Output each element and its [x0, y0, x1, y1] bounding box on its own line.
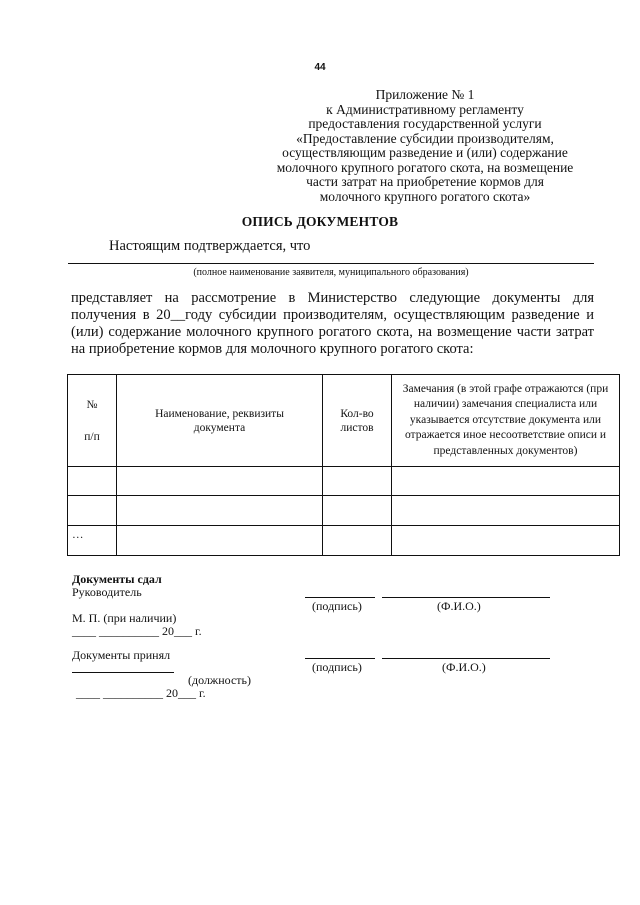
header-sheet-count: Кол-во листов — [323, 375, 392, 467]
fio-line — [382, 658, 550, 659]
table-cell — [392, 467, 620, 496]
page-number: 44 — [314, 62, 326, 73]
confirm-text: Настоящим подтверждается, что — [109, 238, 311, 254]
table-cell — [323, 467, 392, 496]
table-cell — [392, 496, 620, 526]
signature-label: (подпись) — [312, 599, 362, 613]
table-row — [68, 467, 620, 496]
table-cell — [117, 496, 323, 526]
table-cell — [323, 496, 392, 526]
appendix-line: к Административному регламенту — [326, 101, 524, 117]
header-number-bottom: п/п — [84, 430, 100, 443]
header-remarks: Замечания (в этой графе отражаются (при наличии) замечания специалиста или указывается отсутствие документа или отражается иное несоответствие описи и представленных документов) — [392, 375, 620, 467]
date-line: ____ __________ 20___ г. — [72, 624, 202, 638]
position-line — [72, 672, 174, 673]
header-number — [68, 375, 117, 467]
fio-line — [382, 597, 550, 598]
appendix-line: предоставления государственной услуги — [308, 116, 542, 131]
fio-label: (Ф.И.О.) — [442, 660, 486, 674]
appendix-header — [245, 88, 605, 204]
table-cell — [323, 526, 392, 556]
table-header-row — [68, 375, 620, 467]
applicant-name-line — [68, 263, 594, 264]
header-document-name: Наименование, реквизиты документа — [117, 375, 323, 467]
stamp-label: М. П. (при наличии) — [72, 611, 177, 625]
table-cell: … — [68, 526, 117, 556]
position-label: (должность) — [188, 673, 251, 687]
header-number-top: № — [86, 398, 98, 411]
table-cell — [392, 526, 620, 556]
handed-role: Руководитель — [72, 585, 142, 599]
fio-label: (Ф.И.О.) — [437, 599, 481, 613]
date-line: ____ __________ 20___ г. — [76, 686, 206, 700]
appendix-line: Приложение № 1 — [375, 87, 475, 102]
received-title: Документы принял — [72, 648, 171, 662]
appendix-line: молочного крупного рогатого скота» — [319, 188, 531, 204]
handed-title: Документы сдал — [72, 572, 162, 586]
table-cell — [68, 496, 117, 526]
body-paragraph: представляет на рассмотрение в Министерство следующие документы для получения в 20__году субсидии производителям, осуществляющим разведение и (или) содержание молочного крупного рогатого скота, на возмещение части затрат на приобретение кормов для молочного крупного рогатого скота: — [71, 290, 594, 357]
appendix-line: части затрат на приобретение кормов для — [306, 174, 544, 189]
appendix-line: молочного крупного рогатого скота, на возмещение — [276, 159, 574, 175]
table-row — [68, 496, 620, 526]
applicant-name-caption: (полное наименование заявителя, муниципального образования) — [193, 267, 469, 278]
table-cell — [117, 526, 323, 556]
signature-line — [305, 597, 375, 598]
signature-line — [305, 658, 375, 659]
document-title: ОПИСЬ ДОКУМЕНТОВ — [241, 214, 399, 229]
appendix-line: «Предоставление субсидии производителям, — [296, 130, 554, 146]
table-cell — [68, 467, 117, 496]
signature-label: (подпись) — [312, 660, 362, 674]
table-row — [68, 526, 620, 556]
documents-table — [67, 374, 620, 556]
table-cell — [117, 467, 323, 496]
appendix-line: осуществляющим разведение и (или) содержание — [282, 145, 568, 160]
